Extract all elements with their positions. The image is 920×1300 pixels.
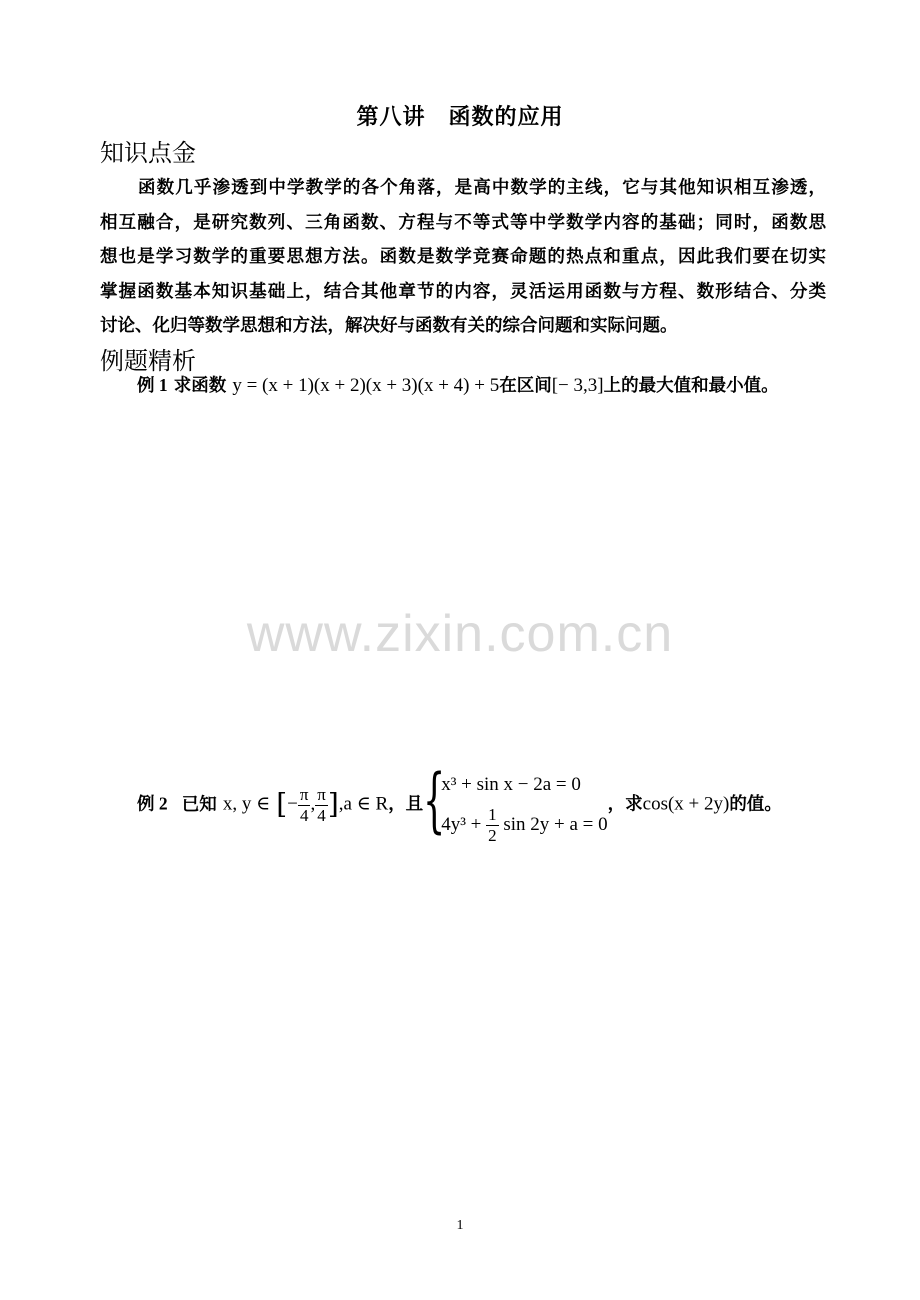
example-2-text-end: 的值。 xyxy=(729,794,782,815)
fraction-denominator: 2 xyxy=(488,826,497,846)
equation-1: x³ + sin x − 2a = 0 xyxy=(441,774,581,795)
equation-2 xyxy=(441,805,607,845)
example-1 xyxy=(137,372,779,397)
paragraph-line: 函数几乎渗透到中学教学的各个角落，是高中数学的主线，它与其他知识相互渗透， xyxy=(138,178,826,198)
equation-system xyxy=(423,759,608,846)
fraction-pi-over-4 xyxy=(315,785,328,826)
watermark: www.zixin.com.cn xyxy=(246,605,674,663)
example-1-interval: [− 3,3] xyxy=(551,375,604,396)
fraction-numerator: π xyxy=(317,784,326,804)
fraction-denominator: 4 xyxy=(317,805,326,825)
fraction-denominator: 4 xyxy=(299,805,309,825)
example-2-text-known: 已知 xyxy=(181,794,217,815)
example-2 xyxy=(137,759,782,850)
example-2-label: 例 2 xyxy=(137,793,168,814)
example-1-label: 例 1 xyxy=(137,375,168,395)
lecture-title: 第八讲 函数的应用 xyxy=(356,104,564,130)
comma: , xyxy=(310,793,316,815)
paragraph-line: 掌握函数基本知识基础上，结合其他章节的内容，灵活运用函数与方程、数形结合、分类 xyxy=(100,281,826,302)
fraction-pi-over-4 xyxy=(298,785,311,826)
example-2-text-and: ，且 xyxy=(388,794,424,815)
example-1-text-before: 求函数 xyxy=(173,376,227,396)
fraction-one-half xyxy=(486,805,499,846)
example-1-formula: y = (x + 1)(x + 2)(x + 3)(x + 4) + 5 xyxy=(232,375,500,396)
paragraph-line: 讨论、化归等数学思想和方法，解决好与函数有关的综合问题和实际问题。 xyxy=(100,316,678,336)
example-1-text-middle: 在区间 xyxy=(499,376,552,396)
example-1-text-after: 上的最大值和最小值。 xyxy=(603,376,779,396)
equation-2-post: sin 2y + a = 0 xyxy=(503,814,608,835)
equation-2-pre: 4y³ + xyxy=(441,814,482,835)
left-bracket: [ xyxy=(276,787,288,821)
minus-sign: − xyxy=(287,793,298,815)
example-2-text-find: ，求 xyxy=(607,794,643,815)
page-number: 1 xyxy=(456,1218,464,1233)
left-brace-icon: { xyxy=(423,759,446,841)
example-2-vars: x, y ∈ xyxy=(222,793,271,815)
example-2-target: cos(x + 2y) xyxy=(642,793,730,815)
right-bracket: ] xyxy=(327,787,339,821)
a-in-r: ,a ∈ R xyxy=(338,793,389,815)
paragraph-line: 相互融合，是研究数列、三角函数、方程与不等式等中学数学内容的基础；同时，函数思 xyxy=(100,212,826,233)
section-heading-examples: 例题精析 xyxy=(100,347,196,375)
intro-paragraph xyxy=(100,171,826,344)
fraction-numerator: 1 xyxy=(488,805,497,825)
fraction-numerator: π xyxy=(299,784,309,804)
paragraph-line: 想也是学习数学的重要思想方法。函数是数学竞赛命题的热点和重点，因此我们要在切实 xyxy=(100,247,826,267)
section-heading-knowledge: 知识点金 xyxy=(100,139,196,167)
